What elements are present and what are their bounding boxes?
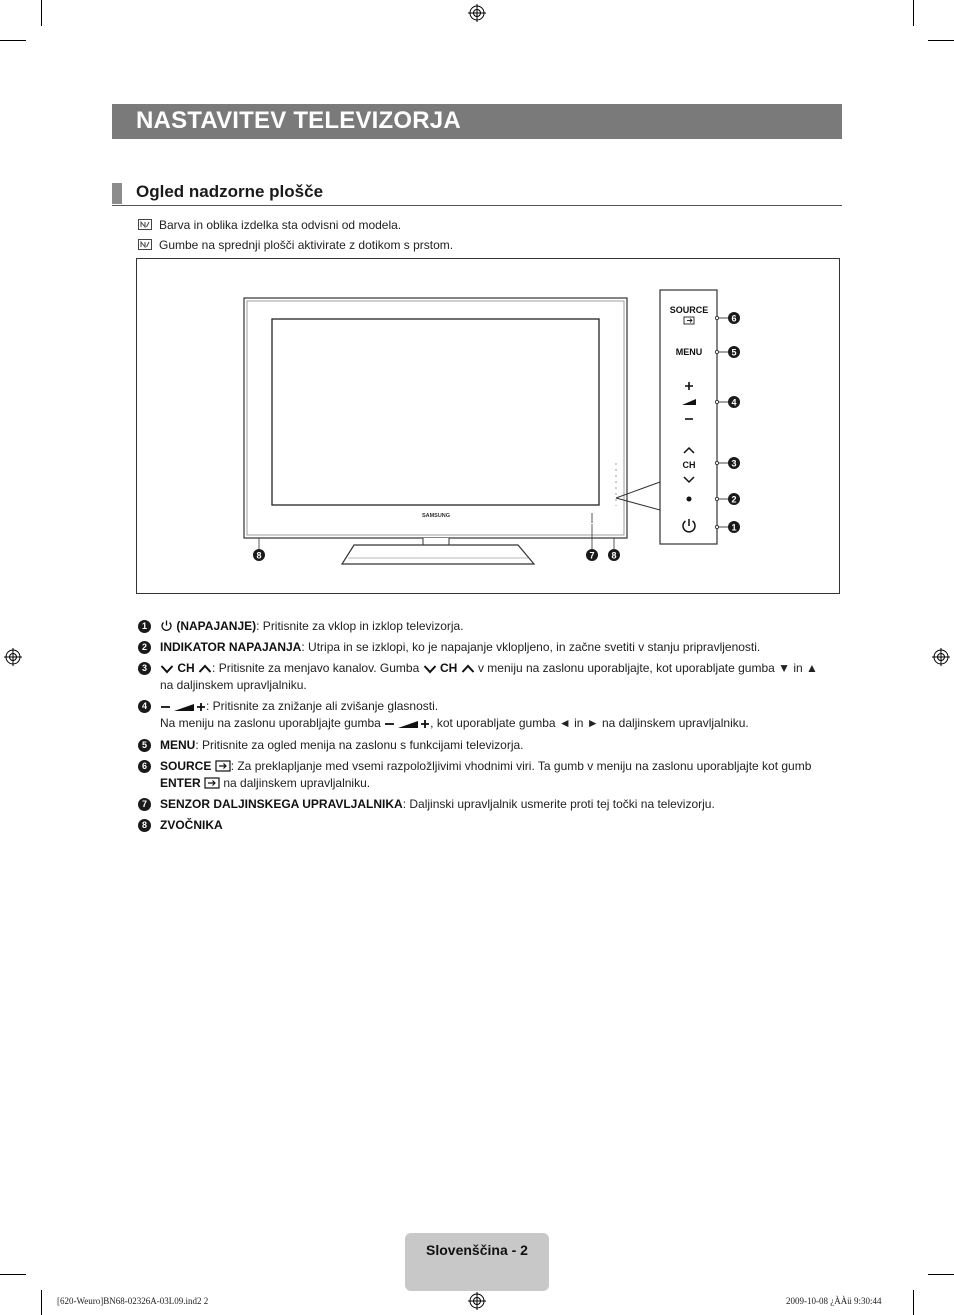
list-item: 6 SOURCE : Za preklapljanje med vsemi razpoložljivimi vhodnimi viri. Ta gumb v meniju na zaslonu uporabljajte kot gumb ENTER na daljinskem upravljalniku. — [138, 758, 843, 792]
crop-mark — [928, 40, 954, 41]
crop-mark — [913, 1290, 914, 1315]
registration-mark-icon — [468, 1292, 486, 1310]
note-icon — [138, 239, 152, 250]
tv-stand — [342, 545, 534, 564]
svg-text:2: 2 — [731, 494, 737, 505]
note-2: Gumbe na sprednji plošči aktivirate z dotikom s prstom. — [138, 238, 453, 252]
svg-text:7: 7 — [589, 550, 595, 561]
print-timestamp: 2009-10-08 ¿ÀÀü 9:30:44 — [786, 1296, 882, 1306]
section-title: Ogled nadzorne plošče — [136, 182, 324, 201]
panel-menu-label: MENU — [675, 347, 703, 357]
chevron-up-icon — [461, 664, 475, 674]
note-icon — [138, 219, 152, 230]
crop-mark — [0, 1274, 26, 1275]
svg-text:4: 4 — [731, 397, 737, 408]
list-item: 5 MENU: Pritisnite za ogled menija na zaslonu s funkcijami televizorja. — [138, 737, 843, 754]
page-number: Slovenščina - 2 — [426, 1242, 528, 1258]
file-info: [620-Weuro]BN68-02326A-03L09.ind2 2 — [57, 1296, 209, 1306]
panel-source-label: SOURCE — [669, 305, 709, 315]
page-number-tab — [405, 1233, 549, 1291]
chevron-down-icon — [160, 664, 174, 674]
brand-logo: SAMSUNG — [421, 513, 451, 519]
svg-text:8: 8 — [256, 550, 262, 561]
volume-icon — [384, 717, 430, 729]
svg-text:5: 5 — [731, 347, 737, 358]
crop-mark — [41, 1290, 42, 1315]
volume-icon — [160, 700, 206, 712]
list-item: 4 : Pritisnite za znižanje ali zvišanje glasnosti. Na meniju na zaslonu uporabljajte gumba , kot uporabljate gumba ◄ in ► na daljinskem upravljalniku. — [138, 698, 843, 732]
control-panel-figure — [136, 258, 840, 594]
crop-mark — [928, 1274, 954, 1275]
tv-illustration — [136, 258, 840, 594]
crop-mark — [0, 40, 26, 41]
crop-mark — [913, 0, 914, 26]
control-panel — [660, 290, 717, 544]
registration-mark-icon — [468, 4, 486, 22]
svg-text:8: 8 — [611, 550, 617, 561]
chapter-title-bar — [112, 104, 842, 139]
section-heading — [112, 181, 842, 206]
power-indicator-icon — [687, 497, 692, 502]
power-icon — [160, 619, 173, 632]
svg-text:1: 1 — [731, 522, 737, 533]
note-1: Barva in oblika izdelka sta odvisni od modela. — [138, 218, 401, 232]
chevron-up-icon — [198, 664, 212, 674]
list-item: 8 ZVOČNIKA — [138, 817, 843, 834]
list-item: 3 CH : Pritisnite za menjavo kanalov. Gumba CH v meniju na zaslonu uporabljajte, kot uporabljate gumba ▼ in ▲ na daljinskem upravljalniku. — [138, 660, 843, 694]
panel-ch-label: CH — [682, 460, 696, 470]
crop-mark — [41, 0, 42, 26]
svg-text:6: 6 — [731, 313, 737, 324]
chevron-down-icon — [423, 664, 437, 674]
chapter-title: NASTAVITEV TELEVIZORJA — [136, 107, 461, 134]
enter-icon — [204, 777, 220, 789]
svg-text:3: 3 — [731, 458, 737, 469]
tv-screen — [272, 319, 599, 505]
section-marker — [112, 183, 122, 204]
registration-mark-icon — [4, 648, 22, 666]
source-icon — [215, 760, 231, 772]
list-item: 2 INDIKATOR NAPAJANJA: Utripa in se izklopi, ko je napajanje vklopljeno, in začne svetiti v stanju pripravljenosti. — [138, 639, 843, 656]
registration-mark-icon — [932, 648, 950, 666]
list-item: 7 SENZOR DALJINSKEGA UPRAVLJALNIKA: Daljinski upravljalnik usmerite proti tej točki na televizorju. — [138, 796, 843, 813]
list-item: 1 (NAPAJANJE): Pritisnite za vklop in izklop televizorja. — [138, 618, 843, 635]
